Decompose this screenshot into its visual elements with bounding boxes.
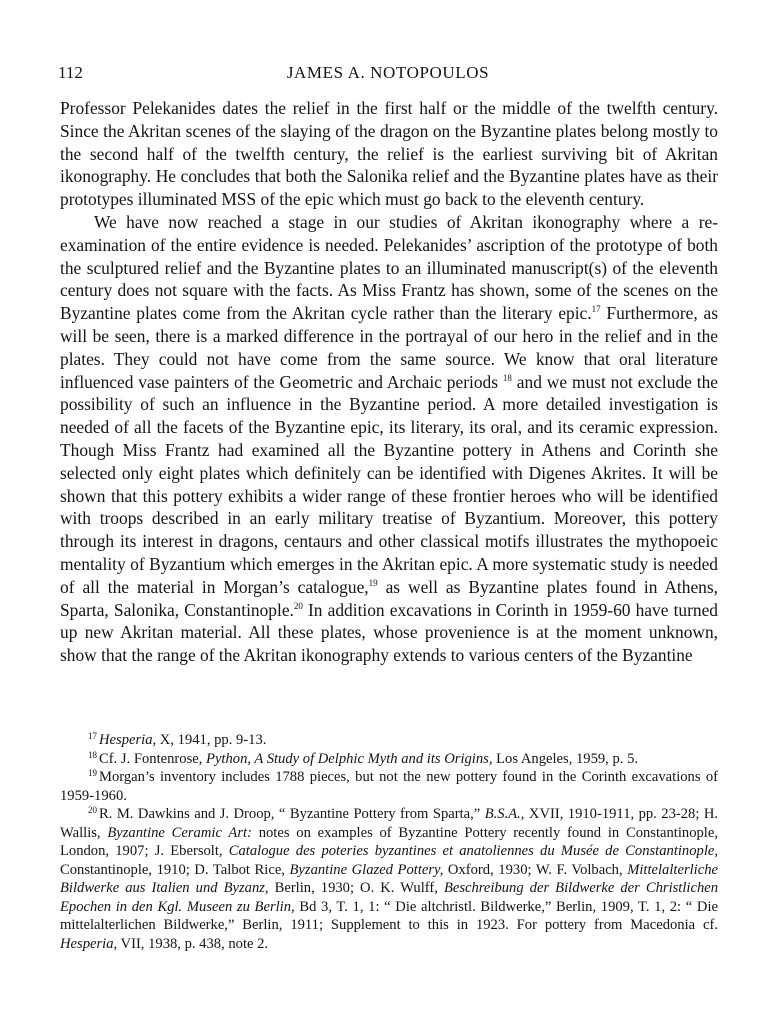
- running-head: JAMES A. NOTOPOULOS: [286, 63, 490, 82]
- footnote-italic: Beschreibung der Bildwerke der Christlichen Epochen in den Kgl. Museen zu Berlin,: [60, 880, 719, 915]
- footnote-number: 17: [88, 731, 97, 741]
- paragraph-1: Professor Pelekanides dates the relief in the first half or the middle of the twelfth century. Since the Akritan scenes of the slaying of the dragon on the Byzantine plates belong mostly to the second half of the twelfth century, the relief is the earliest surviving bit of Akritan ikonography. He concludes that both the Salonika relief and the Byzantine plates have as their prototypes illuminated MSS of the epic which must go back to the eleventh century.: [60, 98, 718, 210]
- footnote-number: 20: [88, 805, 97, 815]
- footnote-italic: Catalogue des poteries byzantines et anatoliennes du Musée de Constantinople,: [228, 843, 718, 859]
- paragraph-2-text: We have now reached a stage in our studies of Akritan ikonography where a re-examination of the entire evidence is needed. Pelekanides’ ascription of the prototype of both the sculptured relief and the Byzantine plates to an illuminated manuscript(s) of the eleventh century does not square with the facts. As Miss Frantz has shown, some of the scenes on the Byzantine plates come from the Akritan cycle rather than the literary epic.: [60, 211, 718, 324]
- paragraph-2: [60, 211, 718, 667]
- footnote-italic: B.S.A.,: [484, 806, 525, 822]
- footnote-italic: Mittelalterliche Bildwerke aus Italien und Byzanz,: [60, 861, 718, 896]
- footnote-text: Berlin, 1930; O. K. Wulff,: [268, 880, 444, 896]
- footnote-ref-18: 18: [502, 372, 512, 383]
- footnote-20: [60, 805, 718, 953]
- footnote-text: XVII, 1910-1911, pp. 23-28; H. Wallis,: [60, 806, 719, 841]
- footnote-17: [60, 731, 718, 750]
- footnote-ref-17: 17: [591, 304, 601, 315]
- footnote-19: [60, 768, 718, 805]
- body-text: [60, 97, 718, 667]
- footnote-ref-20: 20: [293, 600, 303, 611]
- page-header: [58, 63, 718, 87]
- footnote-text: Morgan’s inventory includes 1788 pieces, but not the new pottery found in the Corinth excavations of 1959-1960.: [60, 769, 718, 804]
- footnote-italic: Hesperia,: [99, 732, 157, 748]
- footnote-italic: Python, A Study of Delphic Myth and its Origins,: [206, 750, 493, 767]
- footnote-text: Oxford, 1930; W. F. Volbach,: [443, 861, 628, 878]
- paragraph-2-text: as well as Byzantine plates found in Athens, Sparta, Salonika, Constantinople.: [60, 576, 718, 620]
- footnotes: [60, 731, 718, 953]
- page-number: 112: [58, 63, 83, 82]
- footnote-italic: Byzantine Glazed Pottery,: [289, 861, 444, 878]
- footnote-ref-19: 19: [368, 577, 378, 588]
- footnote-18: [60, 750, 718, 769]
- paragraph-2-text: In addition excavations in Corinth in 1959-60 have turned up new Akritan material. All these plates, whose provenience is at the moment unknown, show that the range of the Akritan ikonography extends to various centers of the Byzantine: [60, 599, 718, 666]
- footnote-italic: Hesperia,: [60, 935, 118, 952]
- footnote-number: 19: [88, 768, 97, 778]
- paragraph-2-text: Furthermore, as will be seen, there is a marked difference in the portrayal of our hero in the relief and in the plates. They could not have come from the same source. We know that oral literature influenced vase painters of the Geometric and Archaic periods: [60, 303, 718, 392]
- footnote-text: Los Angeles, 1959, p. 5.: [492, 750, 639, 767]
- footnote-italic: Byzantine Ceramic Art:: [107, 824, 252, 841]
- footnote-text: Constantinople, 1910; D. Talbot Rice,: [60, 861, 290, 878]
- footnote-text: Bd 3, T. 1, 1: “ Die altchristl. Bildwerke,” Berlin, 1909, T. 1, 2: “ Die mittelalterlichen Bildwerke,” Berlin, 1911; Supplement to this in 1923. For pottery from Macedonia cf.: [60, 898, 718, 933]
- footnote-number: 18: [88, 749, 97, 760]
- footnote-text: X, 1941, pp. 9-13.: [156, 732, 267, 748]
- paragraph-2-text: and we must not exclude the possibility of such an influence in the Byzantine period. A more detailed investigation is needed of all the facets of the Byzantine epic, its literary, its oral, and its ceramic expression. Though Miss Frantz had examined all the Byzantine pottery in Athens and Corinth she selected only eight plates which definitely can be identified with Digenes Akrites. It will be shown that this pottery exhibits a wider range of these frontier heroes who will be identified with troops described in an early military treatise of Byzantium. Moreover, this pottery through its interest in dragons, centaurs and other classical motifs illustrates the mythopoeic mentality of Byzantium which emerges in the Akritan epic. A more systematic study is needed of all the material in Morgan’s catalogue,: [60, 371, 718, 597]
- footnote-text: Cf. J. Fontenrose,: [99, 750, 207, 767]
- footnote-text: notes on examples of Byzantine Pottery recently found in Constantinople, London, 1907; J. Ebersolt,: [60, 824, 718, 859]
- footnote-text: VII, 1938, p. 438, note 2.: [117, 935, 269, 952]
- footnote-text: R. M. Dawkins and J. Droop, “ Byzantine Pottery from Sparta,”: [99, 806, 485, 822]
